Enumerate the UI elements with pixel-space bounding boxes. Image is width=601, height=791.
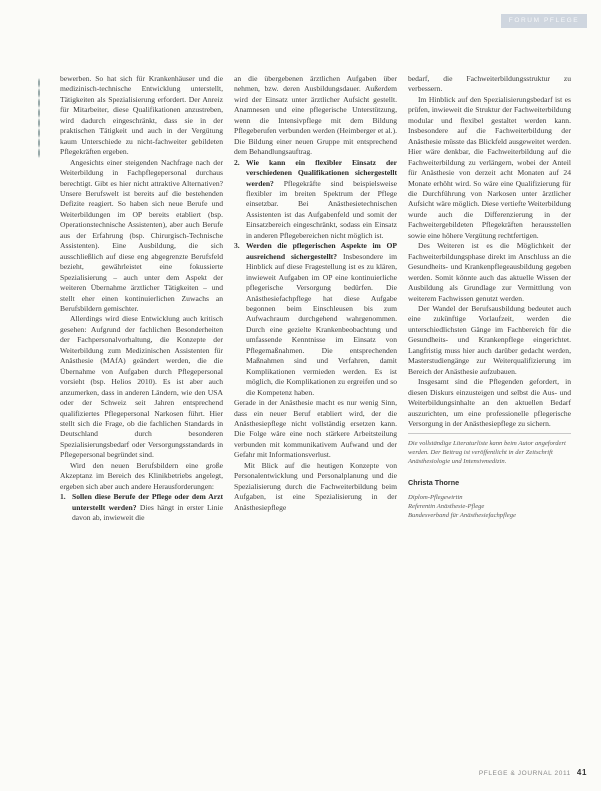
author-role: Diplom-Pflegewirtin: [408, 493, 463, 501]
paragraph: Gerade in der Anästhesie macht es nur wenig Sinn, dass ein neuer Beruf etabliert wird, der die Anästhesiepflege nicht vollständig ersetzen kann. Die Folge wäre eine noch stärkere Arbeitsteilung verbunden mit kommunikativem Aufwand und der Gefahr mit Informationsverlust.: [234, 398, 397, 460]
numbered-item: [234, 158, 397, 242]
divider: [408, 433, 571, 434]
paragraph: Der Wandel der Berufsausbildung bedeutet auch eine zukünftige Vorlaufzeit, werden die unterschiedlichsten Gänge im Fachbereich für die Gesundheits- und Krankenpflege eingerichtet. Langfristig muss hier auch darüber gedacht werden, Masterstudiengänge zur Weiterqualifizierung im Bereich der Anästhesie aufzubauen.: [408, 303, 571, 376]
paragraph: bedarf, die Fachweiterbildungsstruktur zu verbessern.: [408, 74, 571, 94]
item-number: 2.: [234, 157, 240, 167]
page-number: 41: [576, 768, 587, 777]
paragraph: Im Hinblick auf den Spezialisierungsbedarf ist es prüfen, inwieweit die Struktur der Fachweiterbildung modular und flexibel gestaltet werden kann. Insbesondere auf die Fachweiterbildung der Anästhesie müsste das Blickfeld ausgeweitet werden. Hier wäre denkbar, die Fachweiterbildung auf die Fachweiterbildung zu verlängern, wobei der Anteil für Anästhesie von derzeit acht Monaten auf 24 Monate erhöht wird. So wäre eine Qualifizierung für die Durchführung von Narkosen unter ärztlicher Aufsicht wäre möglich. Diese vertiefte Weiterbildung wurde auch die Differenzierung in der Fachweitergebildeten Pflegekräften herausstellen sowie eine höhere Vergütung rechtfertigen.: [408, 94, 571, 240]
item-number: 1.: [60, 492, 66, 502]
item-text: Dies hängt in erster Linie davon ab, inwieweit die: [72, 502, 223, 523]
numbered-item: [234, 241, 397, 398]
section-label: FORUM PFLEGE: [501, 14, 587, 28]
literature-note: Die vollständige Literaturliste kann beim Autor angefordert werden. Der Beitrag ist veröffentlicht in der Zeitschrift Anästhesiologie und Intensivmedizin.: [408, 440, 566, 465]
item-text: Insbesondere im Hinblick auf diese Fragestellung ist es zu klären, inwieweit Aufgaben im OP eine kontinuierliche pflegerische Versorgung bedürfen. Die Anästhesiefachpflege hat diese Aufgabe begonnen beim Einschleusen bis zum Aufwachraum durchgehend wahrgenommen. Durch eine gezielte Krankenbeobachtung und umfassende Kenntnisse im Einsatz von Pflegemaßnahmen. Die entsprechenden Maßnahmen sind und Verfahren, damit Komplikationen vermieden werden. Es ist möglich, die Komplikationen zu ergreifen und so die Kompetenz haben.: [246, 251, 397, 397]
text-column-1: [60, 74, 223, 523]
author-info: [408, 493, 571, 520]
paragraph: bewerben. So hat sich für Krankenhäuser und die medizinisch-technische Entwicklung unterstellt, Tätigkeiten als Spezialisierung erfordert. Der Anreiz für Mitarbeiter, diese Qualifikationen anzustreben, wird dadurch eingeschränkt, dass sie in der praktischen Tätigkeit und auch in der Vergütung kaum Unterschiede zu nicht-fachweiter gebildeten Pflegekräften ergeben.: [60, 74, 223, 157]
paragraph: Des Weiteren ist es die Möglichkeit der Fachweiterbildungsphase direkt im Anschluss an die Gesundheits- und Krankenpflegeausbildung gegeben werden. Somit könnte auch das aktuelle Wissen der Ausbildung als Grundlage zur Vermittlung von weiterem Fachwissen genutzt werden.: [408, 241, 571, 303]
page-header: [0, 0, 601, 38]
paragraph: an die übergebenen ärztlichen Aufgaben über nehmen, bzw. deren Ausbildungsdauer. Außerdem wird der Einsatz unter ärztlicher Aufsicht gestellt. Anamnesen und eine pflegerische Unterstützung, wenn die Intensivpflege mit dem Bildung Pflegeberufen verbunden werden (Heimberger et al.). Die Bildung einer neuen Gruppe mit entsprechend dem Behandlungsauftrag.: [234, 74, 397, 157]
item-number: 3.: [234, 241, 240, 251]
journal-name: PFLEGE & JOURNAL 2011: [478, 770, 571, 777]
item-text: Pflegekräfte sind beispielsweise flexibler im breiten Spektrum der Pflege einsetzbar. Bei Anästhesietechnischen Assistenten ist das Aufgabenfeld und somit der Einsatzbereich eingeschränkt, sodass ein Einsatz in anderen Pflegebereichen nicht möglich ist.: [246, 178, 397, 240]
item-heading: Werden die pflegerischen Aspekte im OP ausreichend sichergestellt?: [246, 241, 397, 261]
paragraph: Allerdings wird diese Entwicklung auch kritisch gesehen: Aufgrund der fachlichen Besonderheiten der Fachpersonalvorhaltung, die Konzepte der Weiterbildung zum Medizinischen Assistenten für Anästhesie (MAfA) geändert werden, die die Übernahme von Aufgaben durch Pflegepersonal vorsieht (bsp. Helios 2010). Es ist aber auch anzumerken, dass in anderen Ländern, wie den USA oder der Schweiz seit Jahren entsprechend qualifiziertes Pflegepersonal Narkosen führt. Hier stellt sich die Frage, ob die fachlichen Standards in Deutschland durch besonderen Spezialisierungsbedarf oder Versorgungsstandards in Pflegepersonal begründet sind.: [60, 314, 223, 460]
author-organization: Bundesverband für Anästhesiefachpflege: [408, 511, 516, 519]
paragraph: Angesichts einer steigenden Nachfrage nach der Weiterbildung in Fachpflegepersonal durchaus berechtigt. Gibt es hier nicht attraktive Alternativen? Unsere Berufswelt ist bereits auf die bestehenden Defizite reagiert. So haben sich neue Berufe und Weiterbildungen im OP bereits etabliert (bsp. Operationstechnische Assistenten), aber auch Berufe aus der Erfahrung (bsp. Chirurgisch-Technische Assistenten). Eine Ausbildung, die sich ausschließlich auf diese eng abgegrenzte Berufsfeld bezieht, gewährleistet eine fokussierte Spezialisierung – auch unter dem Aspekt der weiteren Übernahme ärztlicher Tätigkeiten – und stellt eher einen kontinuierlichen Zuwachs an Berufsbildern gemischter.: [60, 157, 223, 313]
numbered-item: [60, 492, 223, 523]
author-position: Referentin Anästhesie-Pflege: [408, 502, 485, 510]
author-name: Christa Thorne: [408, 478, 460, 488]
text-column-3: [408, 74, 571, 520]
item-heading: Wie kann ein flexibler Einsatz der verschiedenen Qualifikationen sichergestellt werden?: [246, 157, 397, 188]
item-heading: Sollen diese Berufe der Pflege oder dem Arzt unterstellt werden?: [72, 492, 223, 512]
paragraph: Wird den neuen Berufsbildern eine große Akzeptanz im Bereich des Klinikbetriebs angelegt, ergeben sich aber auch andere Herausforderungen:: [60, 460, 223, 491]
text-column-2: [234, 74, 397, 513]
paragraph: Insgesamt sind die Pflegenden gefordert, in diesen Diskurs einzusteigen und selbst die Aus- und Weiterbildungsinhalte an den aktuellen Bedarf auszurichten, um eine professionelle pflegerische Versorgung in der Anästhesiepflege zu sichern.: [408, 377, 571, 428]
paragraph: Mit Blick auf die heutigen Konzepte von Personalentwicklung und Personalplanung und die Spezialisierung durch die Fachweiterbildung beim Aufgaben, ist eine Spezialisierung in der Anästhesiepflege: [234, 460, 397, 512]
margin-decoration: [38, 78, 40, 158]
page-footer: [479, 768, 587, 777]
